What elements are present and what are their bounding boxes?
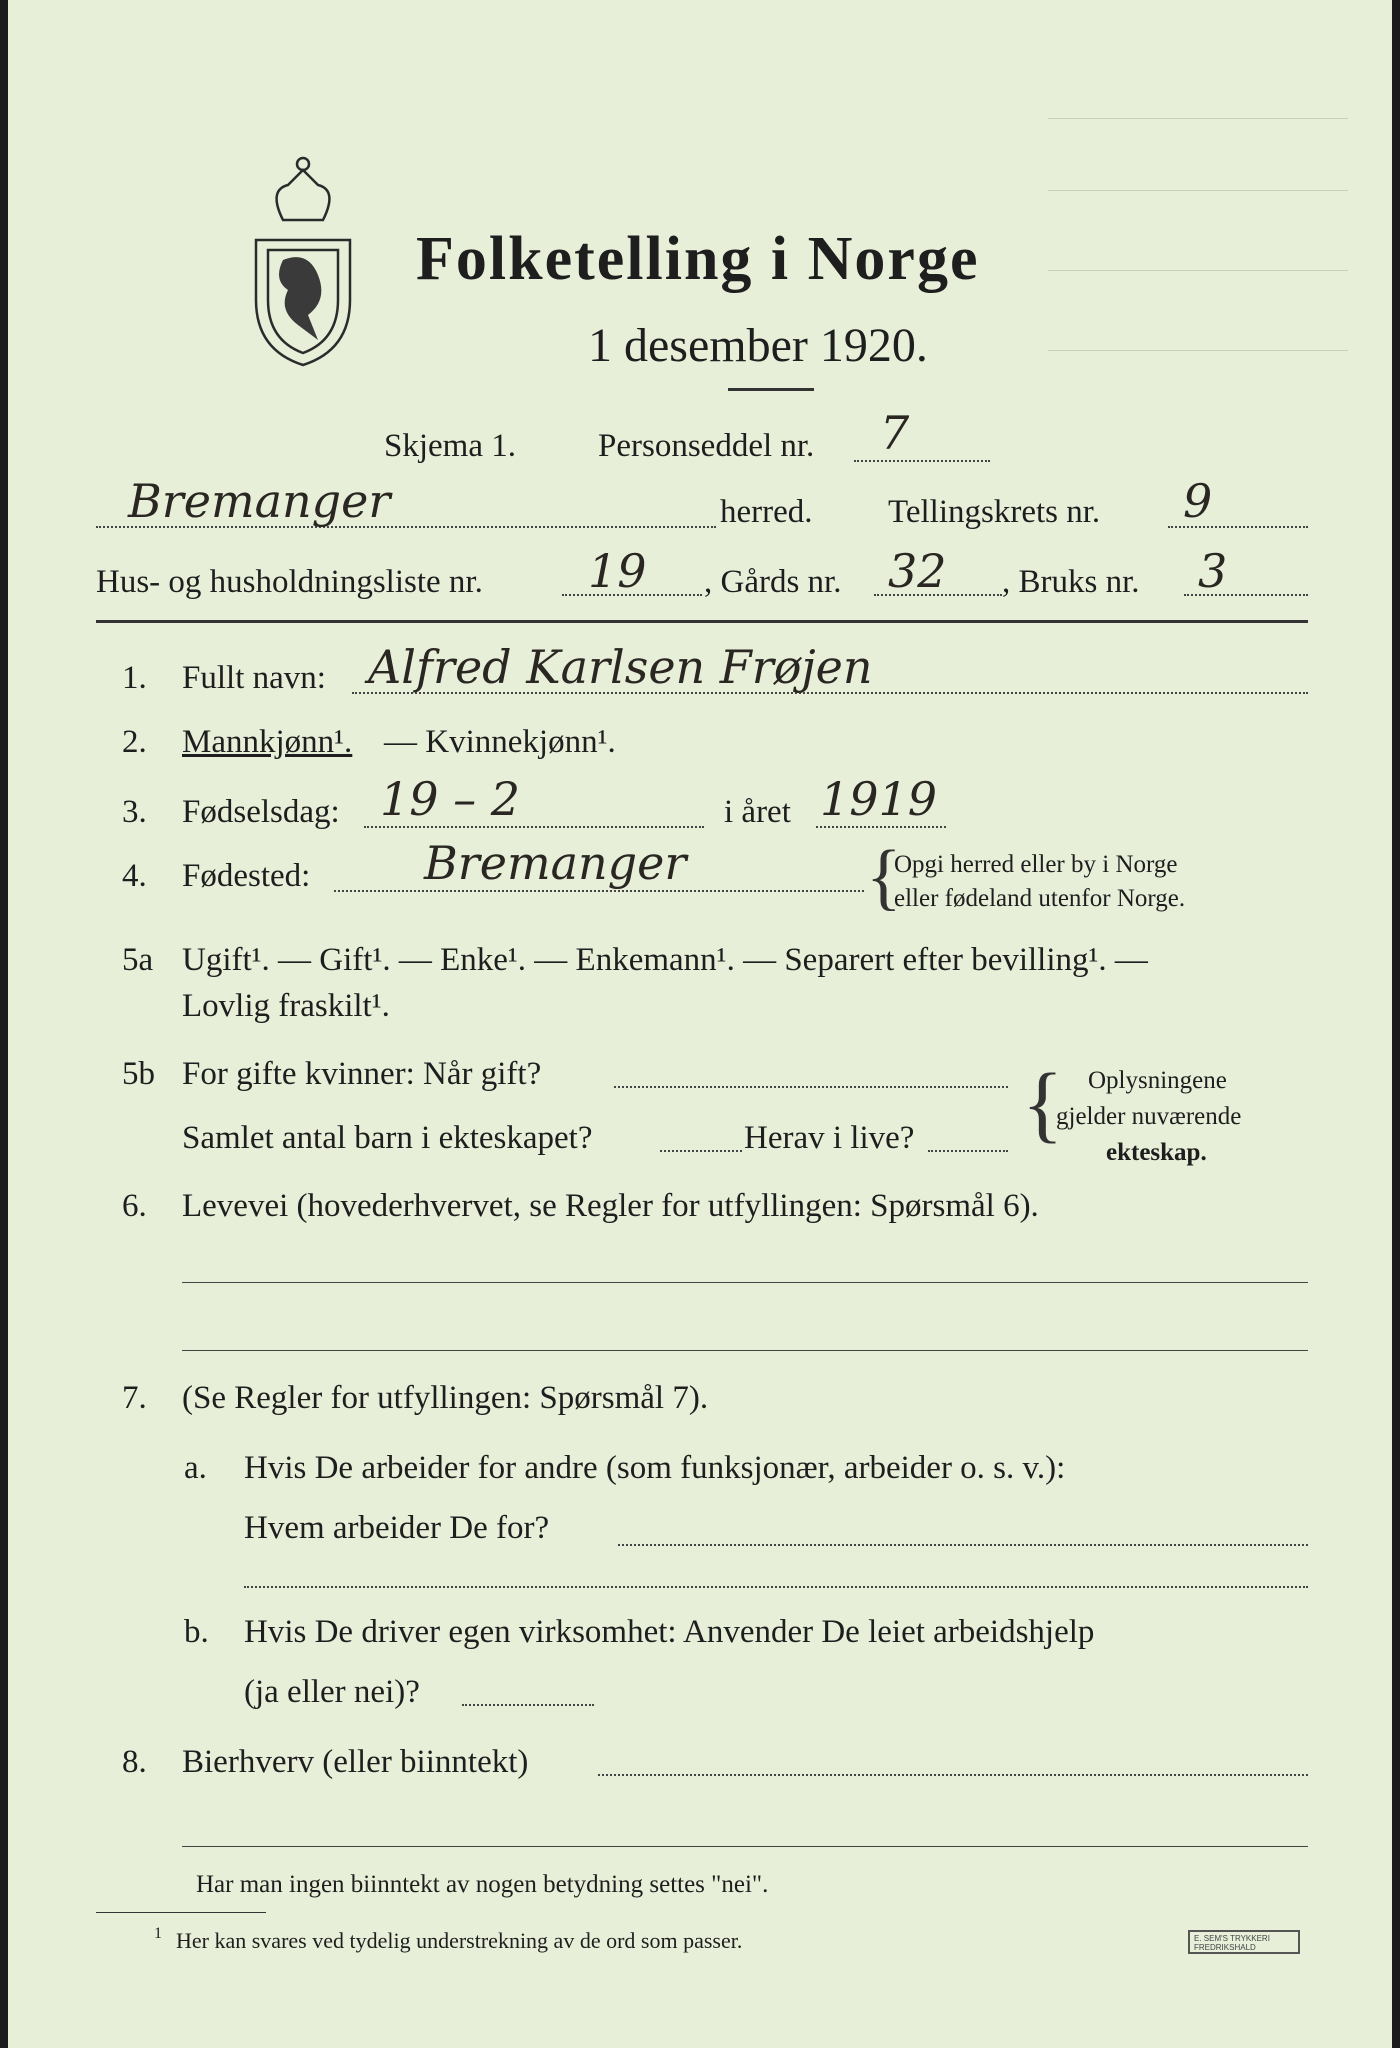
personseddel-field [854,460,990,462]
q7a-text2: Hvem arbeider De for? [244,1510,550,1546]
birth-year-value: 1919 [820,772,938,826]
q5b-note-line2: gjelder nuværende [1056,1103,1242,1130]
q3-label: Fødselsdag: [182,794,340,830]
q5b-note-line1: Oplysningene [1088,1067,1227,1094]
side-income-field-2 [182,1846,1308,1847]
hus-value: 19 [588,544,647,598]
married-when-field [614,1086,1008,1088]
q7b-text: Hvis De driver egen virksomhet: Anvender De leiet arbeidshjelp [244,1614,1095,1650]
footnote-divider [96,1912,266,1913]
bleed-through-line [1048,350,1348,351]
children-count-field [660,1150,742,1152]
q4-note-line1: Opgi herred eller by i Norge [894,851,1178,878]
bleed-through-line [1048,118,1348,119]
q2-female: — Kvinnekjønn¹. [384,724,616,760]
q4-number: 4. [122,858,147,894]
q1-number: 1. [122,660,147,696]
children-alive-field [928,1150,1008,1152]
q2-number: 2. [122,724,147,760]
gards-label: , Gårds nr. [704,564,842,600]
brace: { [866,836,902,918]
q7-number: 7. [122,1380,147,1416]
q7a-text: Hvis De arbeider for andre (som funksjonær, arbeider o. s. v.): [244,1450,1066,1486]
q5a-text: Ugift¹. — Gift¹. — Enke¹. — Enkemann¹. — Separert efter bevilling¹. — [182,942,1148,978]
q4-note-line2: eller fødeland utenfor Norge. [894,885,1186,912]
occupation-field-2 [182,1350,1308,1351]
brace: { [1022,1055,1064,1151]
birth-year-field [816,826,946,828]
herred-label: herred. [720,494,813,530]
census-date: 1 desember 1920. [588,319,928,372]
q6-text: Levevei (hovederhvervet, se Regler for utfyllingen: Spørsmål 6). [182,1188,1039,1224]
q5a-number: 5a [122,942,154,978]
birthplace-value: Bremanger [424,836,687,890]
q7b-number: b. [184,1614,209,1650]
employer-field-2 [244,1586,1308,1588]
q3-number: 3. [122,794,147,830]
title-underline [728,388,814,391]
form-title: Folketelling i Norge [416,225,980,293]
coat-of-arms-icon [248,150,358,370]
bruks-value: 3 [1198,544,1228,598]
q5b-note-line3: ekteskap. [1106,1139,1207,1166]
q6-number: 6. [122,1188,147,1224]
header-divider [96,620,1308,623]
employer-field [618,1544,1308,1546]
personseddel-value: 7 [880,406,910,460]
tellingskrets-label: Tellingskrets nr. [888,494,1101,530]
printer-stamp: E. SEM'S TRYKKERI FREDRIKSHALD [1188,1930,1300,1954]
q5a-text2: Lovlig fraskilt¹. [182,988,390,1024]
q4-label: Fødested: [182,858,311,894]
q7a-number: a. [184,1450,207,1486]
q3-year-label: i året [724,794,791,830]
hus-label: Hus- og husholdningsliste nr. [96,564,483,600]
q8-number: 8. [122,1744,147,1780]
tellingskrets-value: 9 [1183,474,1213,528]
q5b-number: 5b [122,1056,155,1092]
footnote-number: 1 [154,1925,162,1942]
q2-male: Mannkjønn¹. [182,724,353,760]
bleed-through-line [1048,190,1348,191]
q5b-children-label: Samlet antal barn i ekteskapet? [182,1120,593,1156]
q5b-alive-label: Herav i live? [744,1120,915,1156]
birthday-value: 19 – 2 [380,772,521,826]
footnote-text: Her kan svares ved tydelig understrekning av de ord som passer. [176,1928,743,1953]
q5b-label: For gifte kvinner: Når gift? [182,1056,542,1092]
side-income-field [598,1774,1308,1776]
bleed-through-line [1048,270,1348,271]
q7-text: (Se Regler for utfyllingen: Spørsmål 7). [182,1380,709,1416]
q7b-text2: (ja eller nei)? [244,1674,420,1710]
gards-value: 32 [888,544,947,598]
census-form-page [8,0,1392,2048]
personseddel-label: Personseddel nr. [598,428,815,464]
hired-help-field [462,1704,594,1706]
skjema-label: Skjema 1. [384,428,516,464]
birthplace-field [334,890,864,892]
q8-text: Bierhverv (eller biinntekt) [182,1744,529,1780]
income-note: Har man ingen biinntekt av nogen betydning settes "nei". [196,1871,769,1898]
occupation-field-1 [182,1282,1308,1283]
herred-value: Bremanger [128,474,391,528]
bruks-label: , Bruks nr. [1002,564,1140,600]
full-name-value: Alfred Karlsen Frøjen [368,640,873,694]
q1-label: Fullt navn: [182,660,326,696]
birthday-field [364,826,704,828]
